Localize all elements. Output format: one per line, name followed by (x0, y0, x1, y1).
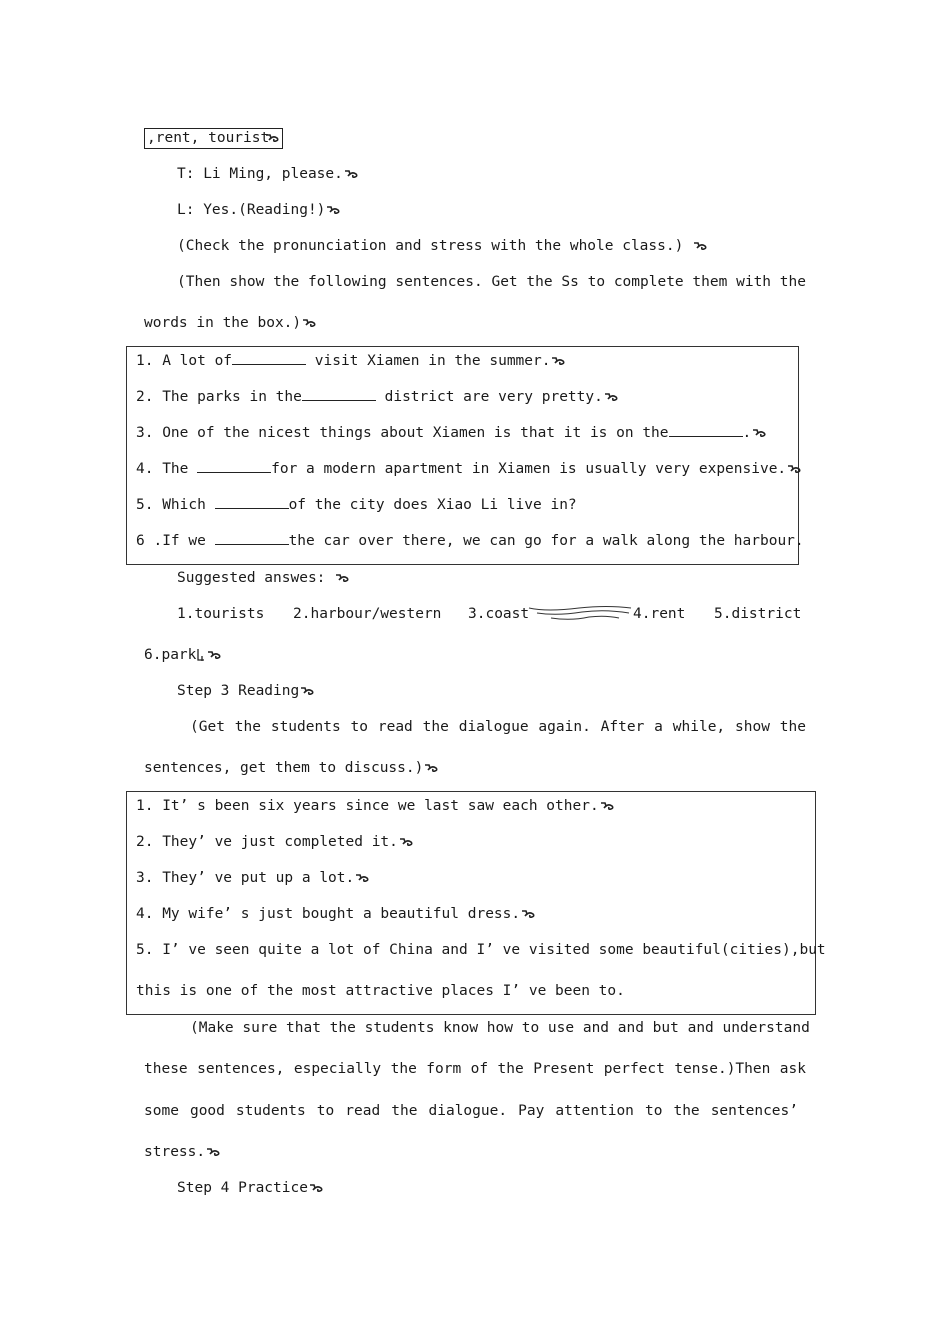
sentence-item-5-line1: 5. I’ ve seen quite a lot of China and I’ ve visited some beautiful(cities),but (136, 942, 826, 958)
instruction-show-line2: words in the box.) (144, 315, 317, 331)
paragraph-mark-icon (787, 464, 802, 474)
paragraph-mark-icon (206, 1147, 221, 1157)
answer-4: 4.rent (633, 606, 686, 622)
sentence-item-3: 3. They’ ve put up a lot. (136, 870, 370, 886)
answer-blank (215, 497, 289, 509)
instruction-check: (Check the pronunciation and stress with the whole class.) (177, 238, 708, 254)
paragraph-mark-icon (355, 873, 370, 883)
fill-item-6: 6 .If we the car over there, we can go for a walk along the harbour. (136, 533, 804, 549)
fill-item-1: 1. A lot of visit Xiamen in the summer. (136, 353, 566, 369)
paragraph-mark-icon (693, 241, 708, 251)
instruction-show-line1: (Then show the following sentences. Get the Ss to complete them with the (177, 274, 806, 290)
answer-5: 5.district (714, 606, 802, 622)
step3-text-line2: sentences, get them to discuss.) (144, 760, 439, 776)
wavy-underline-icon (527, 604, 633, 624)
step3-text-line1: (Get the students to read the dialogue again. After a while, show the (190, 719, 806, 735)
notes-line4: stress. (144, 1144, 221, 1160)
sentence-item-1: 1. It’ s been six years since we last saw each other. (136, 798, 615, 814)
paragraph-mark-icon (207, 650, 222, 660)
paragraph-mark-icon (265, 133, 280, 143)
sentence-item-5-line2: this is one of the most attractive places I’ ve been to. (136, 983, 625, 999)
dialogue-student: L: Yes.(Reading!) (177, 202, 341, 218)
paragraph-mark-icon (335, 573, 350, 583)
vocab-text: ,rent, tourist (147, 130, 270, 146)
answer-blank (669, 425, 743, 437)
paragraph-mark-icon (604, 392, 619, 402)
answers-label: Suggested answes: (177, 570, 350, 586)
notes-line2: these sentences, especially the form of the Present perfect tense.)Then ask (144, 1061, 806, 1077)
step3-title: Step 3 Reading (177, 683, 315, 699)
answer-blank (232, 353, 306, 365)
answer-1: 1.tourists (177, 606, 265, 622)
cursor-mark-icon (196, 648, 206, 662)
notes-line1: (Make sure that the students know how to use and and but and understand (190, 1020, 810, 1036)
paragraph-mark-icon (521, 909, 536, 919)
paragraph-mark-icon (309, 1183, 324, 1193)
answer-blank (302, 389, 376, 401)
answer-6: 6.park (144, 647, 222, 663)
paragraph-mark-icon (344, 169, 359, 179)
fill-item-4: 4. The for a modern apartment in Xiamen is usually very expensive. (136, 461, 802, 477)
paragraph-mark-icon (424, 763, 439, 773)
dialogue-teacher: T: Li Ming, please. (177, 166, 359, 182)
step4-title: Step 4 Practice (177, 1180, 324, 1196)
vocab-box (144, 128, 283, 149)
paragraph-mark-icon (399, 837, 414, 847)
paragraph-mark-icon (600, 801, 615, 811)
paragraph-mark-icon (752, 428, 767, 438)
sentence-box (126, 791, 826, 1015)
answer-3: 3.coast (468, 606, 530, 622)
answer-2: 2.harbour/western (293, 606, 442, 622)
paragraph-mark-icon (326, 205, 341, 215)
answer-blank (215, 533, 289, 545)
paragraph-mark-icon (302, 318, 317, 328)
paragraph-mark-icon (551, 356, 566, 366)
sentence-item-2: 2. They’ ve just completed it. (136, 834, 414, 850)
sentence-item-4: 4. My wife’ s just bought a beautiful dress. (136, 906, 536, 922)
fill-item-3: 3. One of the nicest things about Xiamen is that it is on the . (136, 425, 767, 441)
answer-blank (197, 461, 271, 473)
paragraph-mark-icon (300, 686, 315, 696)
notes-line3: some good students to read the dialogue. Pay attention to the sentences’ (144, 1103, 798, 1119)
fill-item-5: 5. Which of the city does Xiao Li live in? (136, 497, 577, 513)
fill-in-box (126, 346, 804, 565)
fill-item-2: 2. The parks in the district are very pretty. (136, 389, 619, 405)
